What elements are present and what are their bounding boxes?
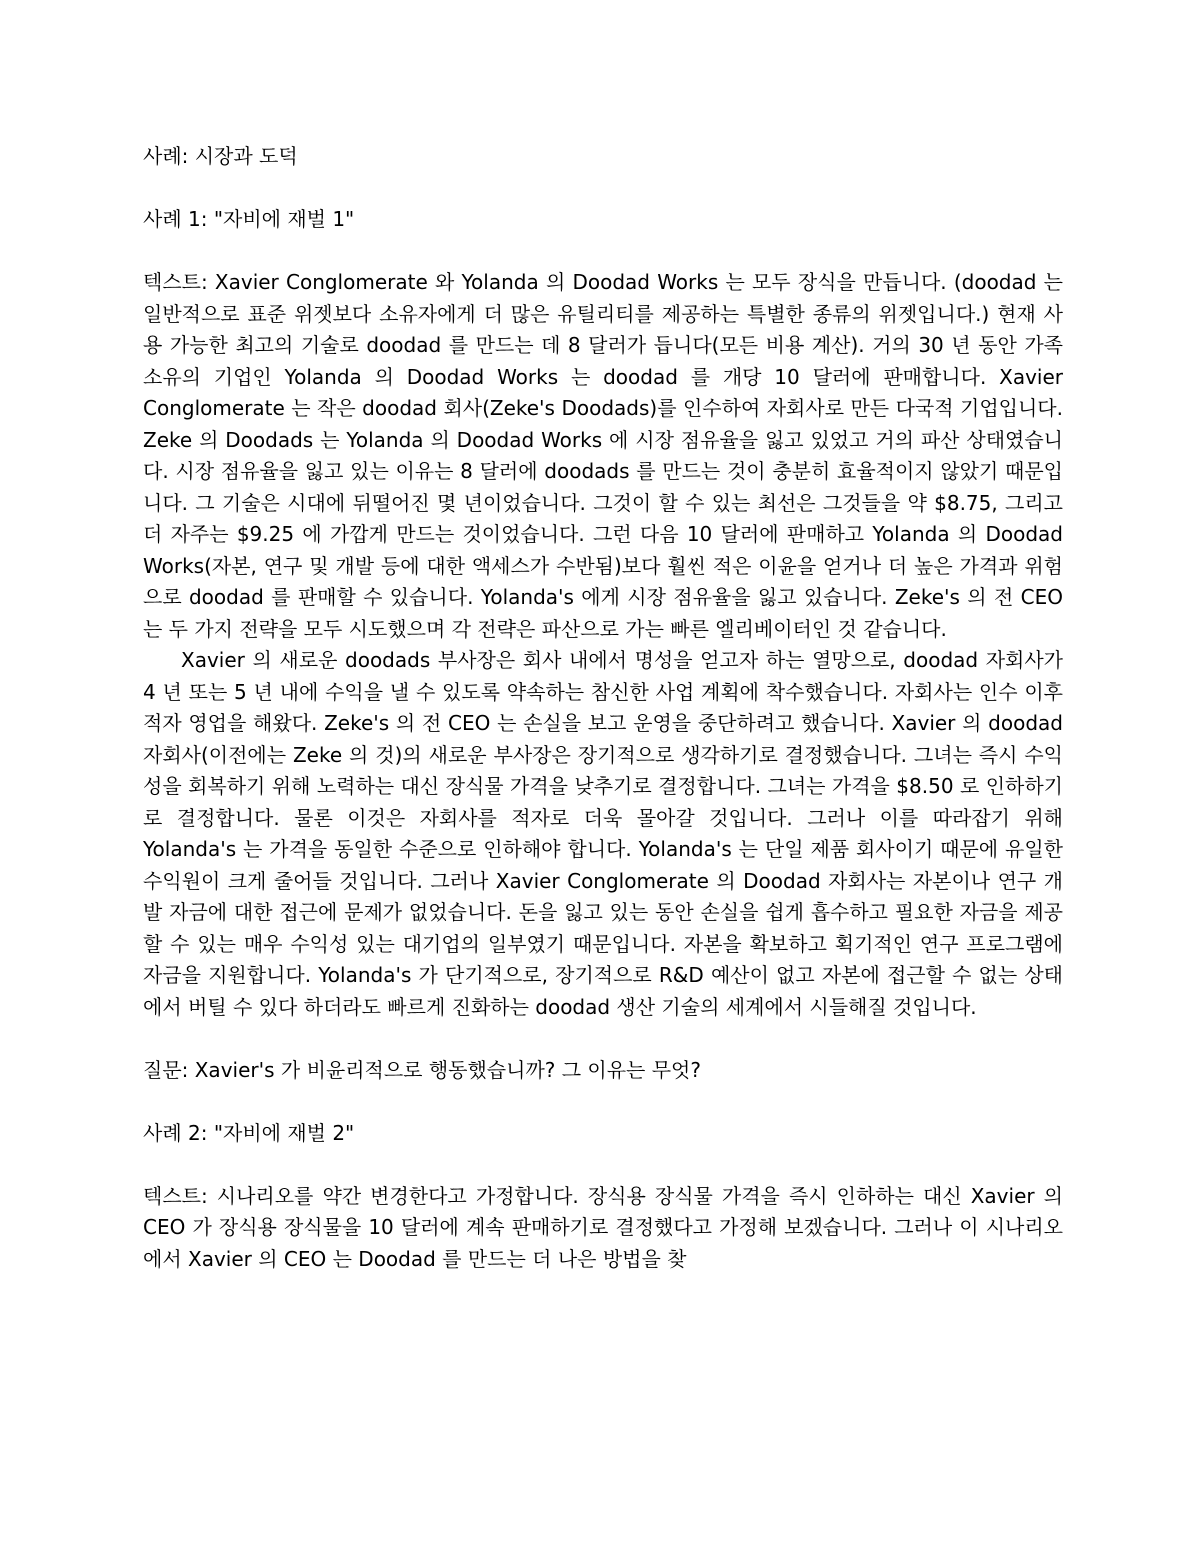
document-heading: 사례: 시장과 도덕: [143, 144, 298, 168]
case1-text-paragraph-1: 텍스트: Xavier Conglomerate 와 Yolanda 의 Doodad Works 는 모두 장식을 만듭니다. (doodad 는 일반적으로 표준 위젯보다 소유자에게 더 많은 유틸리티를 제공하는 특별한 종류의 위젯입니다.) 현재 사용 가능한 최고의 기술로 doodad 를 만드는 데 8 달러가 듭니다(모든 비용 계산). 거의 30 년 동안 가족 소유의 기업인 Yolanda 의 Doodad Works 는 doodad 를 개당 10 달러에 판매합니다. Xavier Conglomerate 는 작은 doodad 회사(Zeke's Doodads)를 인수하여 자회사로 만든 다국적 기업입니다. Zeke 의 Doodads 는 Yolanda 의 Doodad Works 에 시장 점유율을 잃고 있었고 거의 파산 상태였습니다. 시장 점유율을 잃고 있는 이유는 8 달러에 doodads 를 만드는 것이 충분히 효율적이지 않았기 때문입니다. 그 기술은 시대에 뒤떨어진 몇 년이었습니다. 그것이 할 수 있는 최선은 그것들을 약 $8.75, 그리고 더 자주는 $9.25 에 가깝게 만드는 것이었습니다. 그런 다음 10 달러에 판매하고 Yolanda 의 Doodad Works(자본, 연구 및 개발 등에 대한 액세스가 수반됨)보다 훨씬 적은 이윤을 얻거나 더 높은 가격과 위험으로 doodad 를 판매할 수 있습니다. Yolanda's 에게 시장 점유율을 잃고 있습니다. Zeke's 의 전 CEO 는 두 가지 전략을 모두 시도했으며 각 전략은 파산으로 가는 빠른 엘리베이터인 것 같습니다.: [143, 270, 1063, 641]
case2-text: 텍스트: 시나리오를 약간 변경한다고 가정합니다. 장식용 장식물 가격을 즉시 인하하는 대신 Xavier 의 CEO 가 장식용 장식물을 10 달러에 계속 판매하기로 결정했다고 가정해 보겠습니다. 그러나 이 시나리오에서 Xavier 의 CEO 는 Doodad 를 만드는 더 나은 방법을 찾: [143, 1183, 1063, 1271]
case1-title: 사례 1: "자비에 재벌 1": [143, 207, 355, 231]
document-page: [143, 141, 1063, 1275]
case1-text-paragraph-2: Xavier 의 새로운 doodads 부사장은 회사 내에서 명성을 얻고자 하는 열망으로, doodad 자회사가 4 년 또는 5 년 내에 수익을 낼 수 있도록 약속하는 참신한 사업 계획에 착수했습니다. 자회사는 인수 이후 적자 영업을 해왔다. Zeke's 의 전 CEO 는 손실을 보고 운영을 중단하려고 했습니다. Xavier 의 doodad 자회사(이전에는 Zeke 의 것)의 새로운 부사장은 장기적으로 생각하기로 결정했습니다. 그녀는 즉시 수익성을 회복하기 위해 노력하는 대신 장식물 가격을 낮추기로 결정합니다. 그녀는 가격을 $8.50 로 인하하기로 결정합니다. 물론 이것은 자회사를 적자로 더욱 몰아갈 것입니다. 그러나 이를 따라잡기 위해 Yolanda's 는 가격을 동일한 수준으로 인하해야 합니다. Yolanda's 는 단일 제품 회사이기 때문에 유일한 수익원이 크게 줄어들 것입니다. 그러나 Xavier Conglomerate 의 Doodad 자회사는 자본이나 연구 개발 자금에 대한 접근에 문제가 없었습니다. 돈을 잃고 있는 동안 손실을 쉽게 흡수하고 필요한 자금을 제공할 수 있는 매우 수익성 있는 대기업의 일부였기 때문입니다. 자본을 확보하고 획기적인 연구 프로그램에 자금을 지원합니다. Yolanda's 가 단기적으로, 장기적으로 R&D 예산이 없고 자본에 접근할 수 없는 상태에서 버틸 수 있다 하더라도 빠르게 진화하는 doodad 생산 기술의 세계에서 시들해질 것입니다.: [143, 648, 1063, 1019]
question-text: 질문: Xavier's 가 비윤리적으로 행동했습니까? 그 이유는 무엇?: [143, 1057, 701, 1082]
case2-title: 사례 2: "자비에 재벌 2": [143, 1120, 355, 1145]
